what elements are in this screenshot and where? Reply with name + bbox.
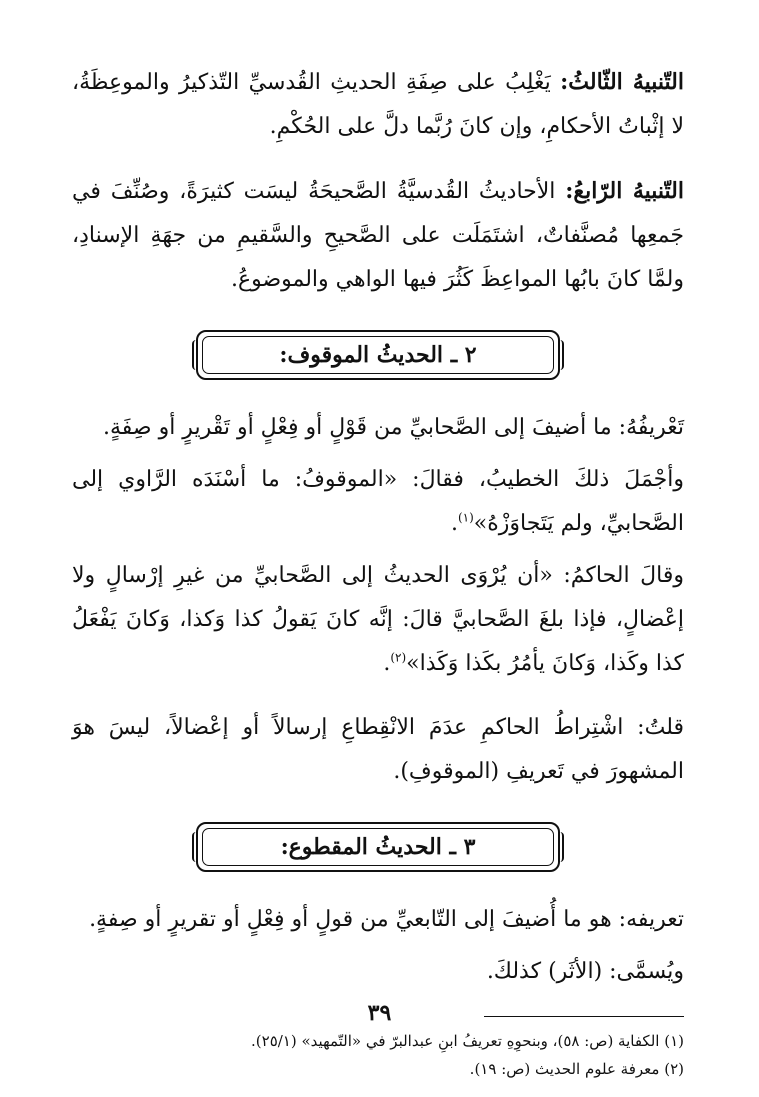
third-note-lead: التّنبيهُ الثّالثُ: (560, 69, 684, 95)
paragraph-author-comment: قلتُ: اشْتِراطُ الحاكمِ عدَمَ الانْقِطاعِ إرسالاً أو إعْضالاً، ليسَ هوَ المشهورَ في تَعريفِ (الموقوفِ). (72, 715, 684, 784)
paragraph-hakim-quote (72, 554, 684, 686)
footnote-2: (٢) معرفة علوم الحديث (ص: ١٩). (469, 1060, 684, 1078)
footnote-1: (١) الكفاية (ص: ٥٨)، وبنحوِهِ تعريفُ ابنِ عبدالبرّ في «التّمهيد» (٢٥/١). (251, 1032, 684, 1050)
paragraph-maqtu-definition: تعريفه: هو ما أُضيفَ إلى التّابعيِّ من قولٍ أو فِعْلٍ أو تقريرٍ أو صِفةٍ. (89, 907, 684, 932)
page-number: ٣٩ (367, 1000, 392, 1026)
fourth-note-text: الأحاديثُ القُدسيَّةُ الصَّحيحَةُ ليسَت كثيرَةً، وصُنِّفَ في جَمعِها مُصنَّفاتٌ، اشتَمَلَت على الصَّحيحِ والسَّقيمِ من جهَةِ الإسنادِ، ولمَّا كانَ بابُها المواعِظَ كَثُرَ فيها الواهي والموضوعُ. (72, 179, 684, 292)
paragraph-maqtu-alt-name: ويُسمَّى: (الأثَر) كذلكَ. (486, 959, 684, 984)
section-heading-mawquf-text: ٢ ـ الحديثُ الموقوف: (279, 342, 477, 368)
section-heading-mawquf (196, 330, 560, 380)
paragraph-mawquf-definition: تَعْريفُهُ: ما أضيفَ إلى الصَّحابيِّ من قَوْلٍ أو فِعْلٍ أو تَقْريرٍ أو صِفَةٍ. (102, 415, 684, 440)
fourth-note-lead: التّنبيهُ الرّابعُ: (565, 178, 684, 204)
khatib-quote-end: . (450, 511, 458, 536)
paragraph-fourth-note (72, 169, 684, 302)
page-body (72, 60, 684, 1083)
hakim-quote-text: وقالَ الحاكمُ: «أن يُرْوَى الحديثُ إلى الصَّحابيِّ من غيرِ إرْسالٍ ولا إعْضالٍ، فإذا بلغَ الصَّحابيَّ قالَ: إنَّه كانَ يَقولُ كذا وَكذا، وَكانَ يَفْعَلُ كذا وكَذا، وَكانَ يأمُرُ بكَذا وَكَذا» (72, 563, 684, 676)
section-heading-maqtu (196, 822, 560, 872)
footnote-ref-2: (٢) (390, 650, 407, 665)
section-heading-maqtu-text: ٣ ـ الحديثُ المقطوع: (280, 834, 476, 860)
hakim-quote-end: . (383, 651, 391, 676)
paragraph-third-note (72, 60, 684, 149)
third-note-text: يَغْلِبُ على صِفَةِ الحديثِ القُدسيِّ التّذكيرُ والموعِظَةُ، لا إثْباتُ الأحكامِ، وإن كانَ رُبَّما دلَّ على الحُكْمِ. (72, 70, 684, 139)
paragraph-khatib-quote (72, 458, 684, 546)
footnote-ref-1: (١) (457, 510, 474, 525)
khatib-quote-text: وأجْمَلَ ذلكَ الخطيبُ، فقالَ: «الموقوفُ: ما أسْنَدَه الرَّاوي إلى الصَّحابيِّ، ولم يَتَجاوَزْهُ» (72, 467, 684, 536)
